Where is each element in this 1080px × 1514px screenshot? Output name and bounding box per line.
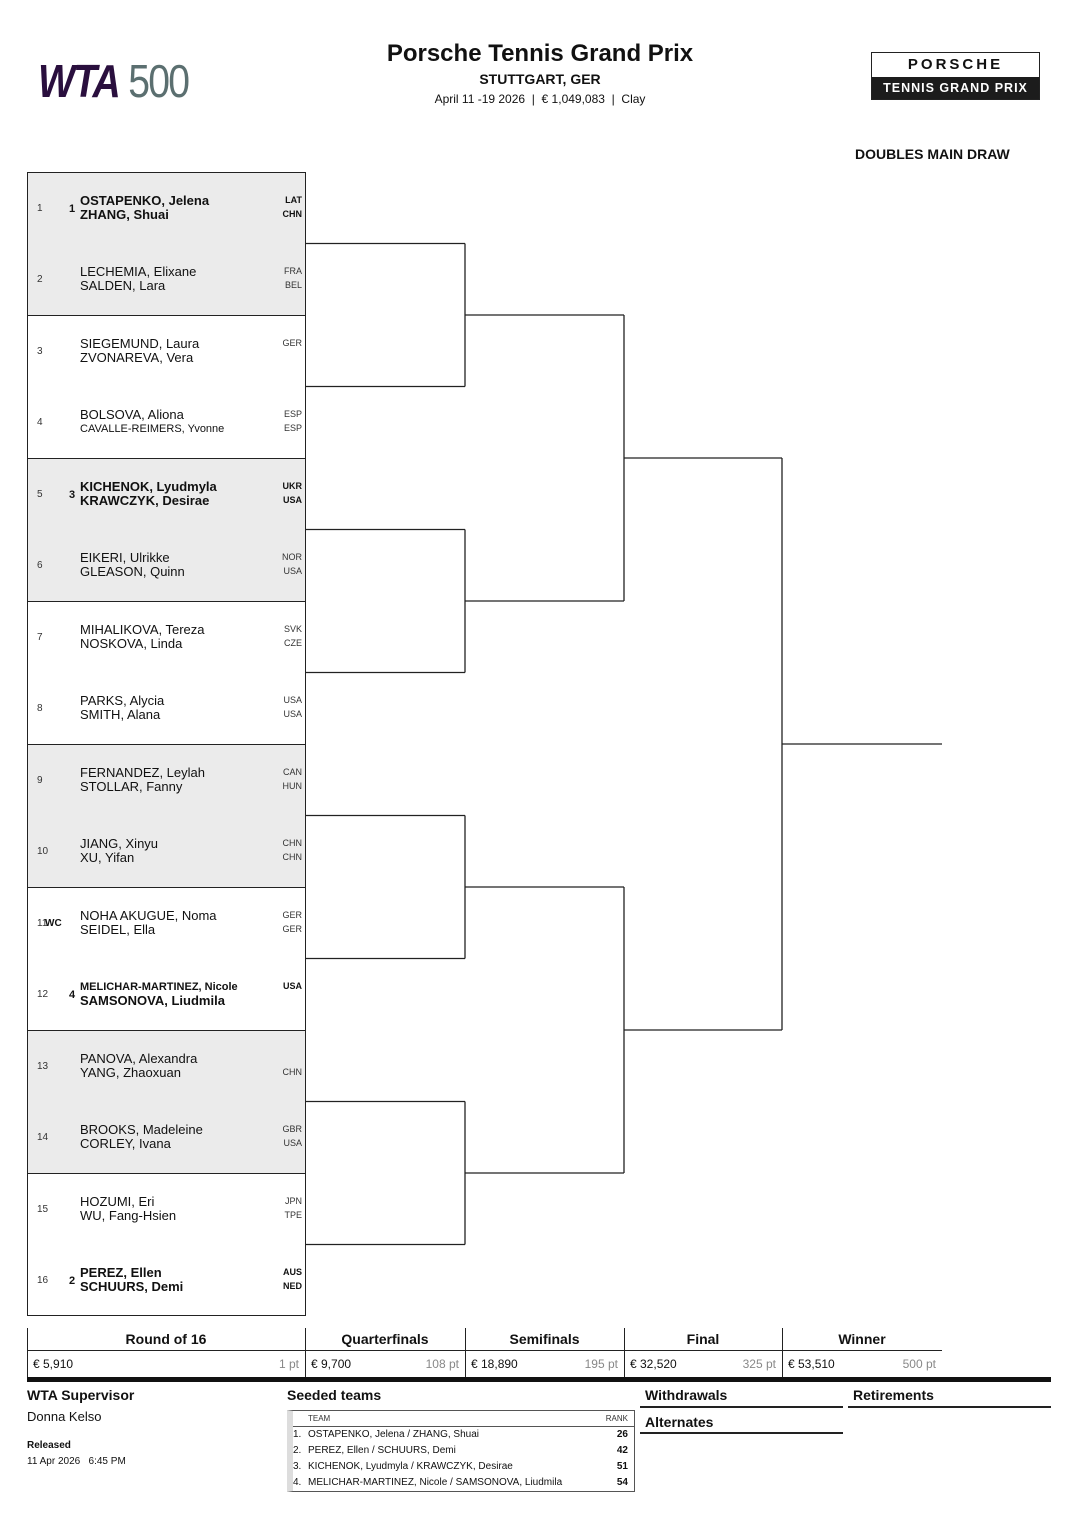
prize-cell (305, 1352, 465, 1376)
player-country: LAT (285, 195, 302, 205)
player-country: USA (283, 1137, 302, 1148)
draw-position: 6 (37, 559, 43, 571)
released-time: 11 Apr 2026 6:45 PM (27, 1456, 126, 1467)
player-country: USA (283, 694, 302, 705)
seed-number: 2 (69, 1274, 76, 1287)
draw-position: 15 (37, 1204, 49, 1215)
team-col: TEAM (308, 1414, 331, 1423)
player-name: FERNANDEZ, Leylah (80, 765, 205, 780)
tournament-city: STUTTGART, GER (479, 71, 601, 87)
player-country: CHN (282, 851, 302, 862)
seed-number: 1 (69, 203, 76, 215)
seed-number: 3 (69, 489, 76, 501)
retirements-label: Retirements (853, 1387, 934, 1403)
player-name: XU, Yifan (80, 849, 135, 865)
tournament-title: Porsche Tennis Grand Prix (386, 40, 694, 67)
seeded-rank: 54 (616, 1477, 628, 1488)
divider (782, 1328, 783, 1377)
player-country: AUS (282, 1266, 302, 1277)
seeded-rank: 51 (616, 1461, 628, 1472)
seed-index: 3. (293, 1461, 302, 1472)
draw-position: 13 (37, 1061, 49, 1072)
entry-status: WC (45, 918, 62, 929)
player-name: EIKERI, Ulrikke (80, 549, 170, 565)
surface: Clay (621, 92, 646, 106)
prize-cell (624, 1352, 782, 1376)
player-country: USA (282, 980, 302, 991)
seed-index: 1. (293, 1429, 302, 1440)
player-name: MELICHAR-MARTINEZ, Nicole (80, 980, 238, 993)
prize-points: 1 pt (278, 1357, 299, 1371)
player-country: HUN (282, 781, 302, 791)
seed-number: 4 (69, 988, 76, 1001)
draw-position: 16 (37, 1274, 49, 1286)
prize-points: 195 pt (584, 1357, 618, 1371)
player-name: SEIDEL, Ella (80, 922, 156, 937)
player-country: CZE (284, 638, 302, 648)
seed-index: 2. (293, 1445, 302, 1456)
player-name: NOHA AKUGUE, Noma (80, 908, 217, 923)
prize-amount: € 9,700 (311, 1357, 352, 1371)
released-label: Released (27, 1440, 71, 1451)
player-country: USA (282, 495, 302, 505)
player-name: OSTAPENKO, Jelena (80, 193, 210, 208)
player-name: SALDEN, Lara (80, 277, 166, 293)
alternates-label: Alternates (645, 1414, 714, 1430)
seed-index: 4. (293, 1477, 302, 1488)
player-country: GER (282, 924, 302, 934)
player-country: SVK (283, 624, 302, 634)
player-country: ESP (283, 408, 302, 419)
player-name: JIANG, Xinyu (80, 835, 159, 851)
player-name: CAVALLE-REIMERS, Yvonne (80, 422, 225, 435)
player-country: CHN (282, 209, 302, 219)
prize-amount: € 5,910 (33, 1357, 74, 1371)
round-header: Quarterfinals (305, 1328, 465, 1351)
divider (27, 1377, 1051, 1382)
player-country: CAN (282, 767, 302, 777)
player-country: TPE (284, 1210, 302, 1220)
player-name: ZHANG, Shuai (80, 207, 169, 222)
player-name: PEREZ, Ellen (80, 1264, 162, 1280)
supervisor-name: Donna Kelso (27, 1409, 102, 1424)
draw-position: 1 (37, 203, 43, 214)
divider (27, 1328, 28, 1377)
round-header: Winner (782, 1328, 942, 1351)
player-name: HOZUMI, Eri (80, 1194, 155, 1209)
draw-position: 8 (37, 702, 43, 714)
player-name: BOLSOVA, Aliona (80, 406, 184, 422)
draw-position: 9 (37, 775, 43, 786)
seeded-team: KICHENOK, Lyudmyla / KRAWCZYK, Desirae (308, 1461, 513, 1472)
player-name: SMITH, Alana (80, 706, 161, 722)
divider (640, 1432, 843, 1434)
draw-position: 10 (37, 845, 49, 857)
prize-points: 325 pt (742, 1357, 776, 1371)
withdrawals-label: Withdrawals (645, 1387, 728, 1403)
porsche-logo-bottom: TENNIS GRAND PRIX (872, 77, 1039, 99)
seeded-row (293, 1459, 634, 1475)
player-name: YANG, Zhaoxuan (80, 1065, 181, 1080)
prize-amount: € 32,520 (630, 1357, 677, 1371)
prize-cell (782, 1352, 942, 1376)
player-country: USA (283, 565, 302, 576)
seeded-row (293, 1427, 634, 1443)
seeded-label: Seeded teams (287, 1387, 382, 1403)
draw-position: 14 (37, 1131, 49, 1143)
player-name: STOLLAR, Fanny (80, 779, 183, 794)
prize-cell (465, 1352, 624, 1376)
player-name: PANOVA, Alexandra (80, 1051, 198, 1066)
prize-cell (27, 1352, 305, 1376)
seeded-table (287, 1410, 635, 1492)
player-country: GER (282, 338, 302, 348)
player-country: CHN (282, 1067, 302, 1077)
player-country: USA (283, 708, 302, 719)
player-name: GLEASON, Quinn (80, 563, 185, 579)
player-name: KICHENOK, Lyudmyla (80, 479, 217, 494)
divider (624, 1328, 625, 1377)
round-header: Final (624, 1328, 782, 1351)
draw-position: 3 (37, 346, 43, 357)
player-country: FRA (284, 265, 302, 276)
player-name: SAMSONOVA, Liudmila (80, 992, 225, 1008)
seeded-team: OSTAPENKO, Jelena / ZHANG, Shuai (308, 1429, 479, 1440)
divider (640, 1406, 843, 1408)
wta-500-logo: WTA 500 (38, 55, 189, 107)
draw-position: 11 (37, 918, 48, 929)
player-name: NOSKOVA, Linda (80, 636, 183, 651)
player-name: WU, Fang-Hsien (80, 1208, 177, 1223)
player-name: ZVONAREVA, Vera (80, 350, 194, 365)
draw-position: 2 (37, 273, 43, 285)
prize-points: 108 pt (425, 1357, 459, 1371)
seeded-row (293, 1475, 634, 1491)
seeded-rank: 26 (616, 1429, 628, 1440)
tournament-meta: April 11 -19 2026 | € 1,049,083 | Clay (434, 92, 646, 106)
player-country: UKR (282, 481, 302, 491)
player-country: NOR (282, 551, 302, 562)
seeded-rank: 42 (616, 1445, 628, 1456)
prize-points: 500 pt (902, 1357, 936, 1371)
player-country: NED (282, 1280, 302, 1291)
seeded-team: MELICHAR-MARTINEZ, Nicole / SAMSONOVA, Liudmila (308, 1477, 563, 1488)
rank-col: RANK (605, 1414, 628, 1423)
prize-money: € 1,049,083 (541, 92, 605, 106)
draw-position: 12 (37, 988, 49, 1000)
porsche-logo-top: PORSCHE (907, 56, 1004, 73)
draw-label: DOUBLES MAIN DRAW (855, 146, 1010, 162)
seeded-team: PEREZ, Ellen / SCHUURS, Demi (308, 1445, 456, 1456)
prize-amount: € 18,890 (471, 1357, 518, 1371)
seeded-row (293, 1443, 634, 1459)
divider (848, 1406, 1051, 1408)
player-name: PARKS, Alycia (80, 692, 165, 708)
player-country: ESP (283, 422, 302, 433)
player-country: CHN (282, 837, 302, 848)
divider (305, 1328, 306, 1377)
round-header: Round of 16 (27, 1328, 305, 1351)
player-country: JPN (284, 1196, 302, 1206)
draw-position: 5 (37, 489, 43, 500)
draw-position: 7 (37, 632, 43, 643)
round-header: Semifinals (465, 1328, 624, 1351)
player-name: BROOKS, Madeleine (80, 1121, 203, 1137)
prize-amount: € 53,510 (788, 1357, 835, 1371)
player-name: CORLEY, Ivana (80, 1135, 171, 1151)
draw-position: 4 (37, 416, 43, 428)
player-name: SIEGEMUND, Laura (80, 336, 200, 351)
player-name: SCHUURS, Demi (80, 1278, 184, 1294)
dates: April 11 -19 2026 (434, 92, 526, 106)
supervisor-label: WTA Supervisor (27, 1387, 135, 1403)
player-country: GER (282, 910, 302, 920)
divider (465, 1328, 466, 1377)
player-name: LECHEMIA, Elixane (80, 263, 197, 279)
player-name: KRAWCZYK, Desirae (80, 493, 210, 508)
player-country: GBR (282, 1123, 302, 1134)
player-name: MIHALIKOVA, Tereza (80, 622, 205, 637)
player-country: BEL (284, 279, 302, 290)
